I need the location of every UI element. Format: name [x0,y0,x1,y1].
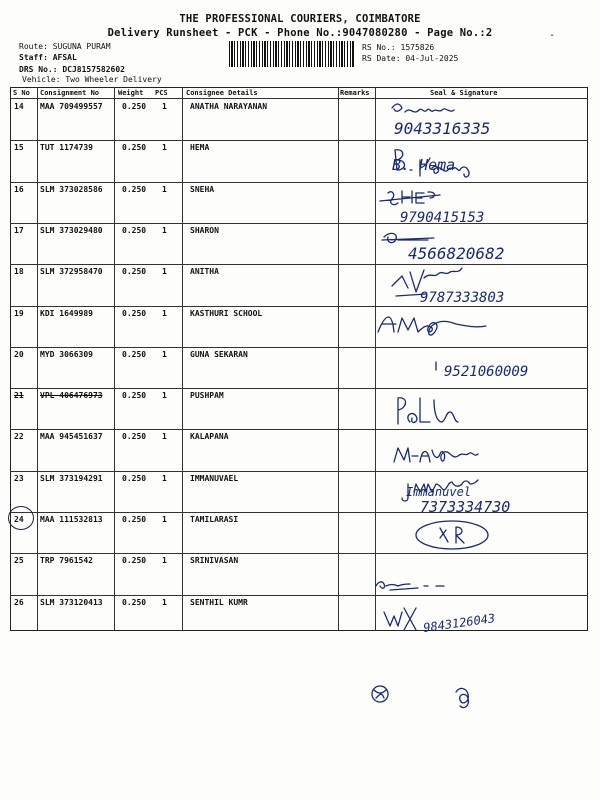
row-weight: 0.250 [122,225,147,235]
row-consignment-no: SLM 373029480 [40,225,103,235]
row-pcs: 1 [162,308,167,318]
row-weight: 0.250 [122,391,147,401]
rs-number: RS No.: 1575826 [362,43,435,52]
bottom-mark-right [456,688,468,707]
drs-number: DRS No.: DCJ8157582602 [19,65,125,74]
row-consignment-no: SLM 373028586 [40,184,103,194]
runsheet-title: Delivery Runsheet - PCK - Phone No.:9047080280 - Page No.:2 [107,27,493,39]
row-sno: 25 [14,556,24,566]
row-consignee: ANITHA [190,267,219,277]
col-header-pcs: PCS [155,89,168,97]
signature-row-19 [378,317,486,335]
row-consignee: KASTHURI SCHOOL [190,308,263,318]
signature-phone-row-16: 9790415153 [400,210,485,226]
signature-row-21 [398,398,458,424]
col-header-consignee: Consignee Details [186,89,258,97]
row-weight: 0.250 [122,184,147,194]
row-consignment-no: VPL 406476973 [40,391,103,401]
col-header-consignment: Consignment No [40,89,100,97]
row-consignee: TAMILARASI [190,515,239,524]
row-consignment-no: KDI 1649989 [40,308,93,318]
row-weight: 0.250 [122,432,147,442]
row-pcs: 1 [162,597,167,607]
signature-phone-row-26: 9843126043 [422,611,496,635]
col-header-weight: Weight [118,89,144,97]
row-consignment-no: MAA 111532813 [40,515,103,524]
stamp-row-24 [416,521,488,549]
corner-mark: - [549,30,556,41]
row-consignment-no: SLM 373194291 [40,473,103,483]
row-consignee: IMMANUVAEL [190,473,239,483]
row-sno: 22 [14,432,24,442]
row-consignment-no: MAA 709499557 [40,102,103,111]
row-pcs: 1 [162,143,167,153]
row-pcs: 1 [162,349,167,359]
vehicle-label: Vehicle: Two Wheeler Delivery [22,75,162,84]
row-sno: 14 [14,102,24,111]
row-sno: 17 [14,225,24,235]
row-sno: 23 [14,473,24,483]
row-sno: 19 [14,308,24,318]
signature-row-26 [384,608,416,630]
row-pcs: 1 [162,102,167,111]
row-weight: 0.250 [122,349,147,359]
row-sno: 20 [14,349,24,359]
signature-name-row-23: Immanuvel [406,485,472,499]
row-consignment-no: SLM 372958470 [40,267,103,277]
row-sno: 24 [14,515,24,524]
signature-phone-row-18: 9787333803 [420,290,505,306]
row-consignee: SHARON [190,225,219,235]
signature-phone-row-14: 9043316335 [394,119,491,138]
row-weight: 0.250 [122,143,147,153]
row-weight: 0.250 [122,597,147,607]
row-consignment-no: MAA 945451637 [40,432,103,442]
signature-row-17 [382,233,434,242]
signature-row-16 [380,191,440,205]
row-consignment-no: SLM 373120413 [40,597,103,607]
row-consignee: ANATHA NARAYANAN [190,102,268,111]
row-consignee: KALAPANA [190,432,229,442]
staff-label: Staff: AFSAL [19,53,77,62]
row-weight: 0.250 [122,473,147,483]
signature-row-22 [394,448,478,462]
row-pcs: 1 [162,267,167,277]
row-consignee: HEMA [190,143,210,153]
row-consignment-no: MYD 3066309 [40,349,93,359]
route-label: Route: SUGUNA PURAM [19,42,111,51]
row-pcs: 1 [162,473,167,483]
row-pcs: 1 [162,432,167,442]
row-pcs: 1 [162,184,167,194]
row-weight: 0.250 [122,556,147,566]
signature-name-row-15: B. Hema [392,156,456,174]
row-consignee: SNEHA [190,184,215,194]
row-pcs: 1 [162,391,167,401]
row-sno: 26 [14,597,24,607]
row-consignee: SENTHIL KUMR [190,597,248,607]
row-pcs: 1 [162,556,167,566]
col-header-remarks: Remarks [340,89,370,97]
signature-row-14 [392,104,454,112]
row-consignee: GUNA SEKARAN [190,349,248,359]
row-sno: 15 [14,143,24,153]
col-header-signature: Seal & Signature [430,89,498,97]
row-sno: 18 [14,267,24,277]
signature-row-25 [376,582,444,590]
col-header-sno: S No [13,89,30,97]
row-weight: 0.250 [122,267,147,277]
row-weight: 0.250 [122,308,147,318]
row-consignment-no: TRP 7961542 [40,556,93,566]
row-sno: 21 [14,391,24,401]
signature-phone-row-23: 7373334730 [420,498,511,516]
row-weight: 0.250 [122,515,147,524]
row-consignee: PUSHPAM [190,391,224,401]
signature-phone-row-17: 4566820682 [408,244,505,263]
row-consignment-no: TUT 1174739 [40,143,93,153]
row-pcs: 1 [162,515,167,524]
signature-phone-row-20: 9521060009 [444,364,529,380]
row-sno: 16 [14,184,24,194]
rs-date: RS Date: 04-Jul-2025 [362,54,459,63]
company-title: THE PROFESSIONAL COURIERS, COIMBATORE [179,13,421,25]
row-consignee: SRINIVASAN [190,556,239,566]
row-pcs: 1 [162,225,167,235]
row-weight: 0.250 [122,102,147,111]
